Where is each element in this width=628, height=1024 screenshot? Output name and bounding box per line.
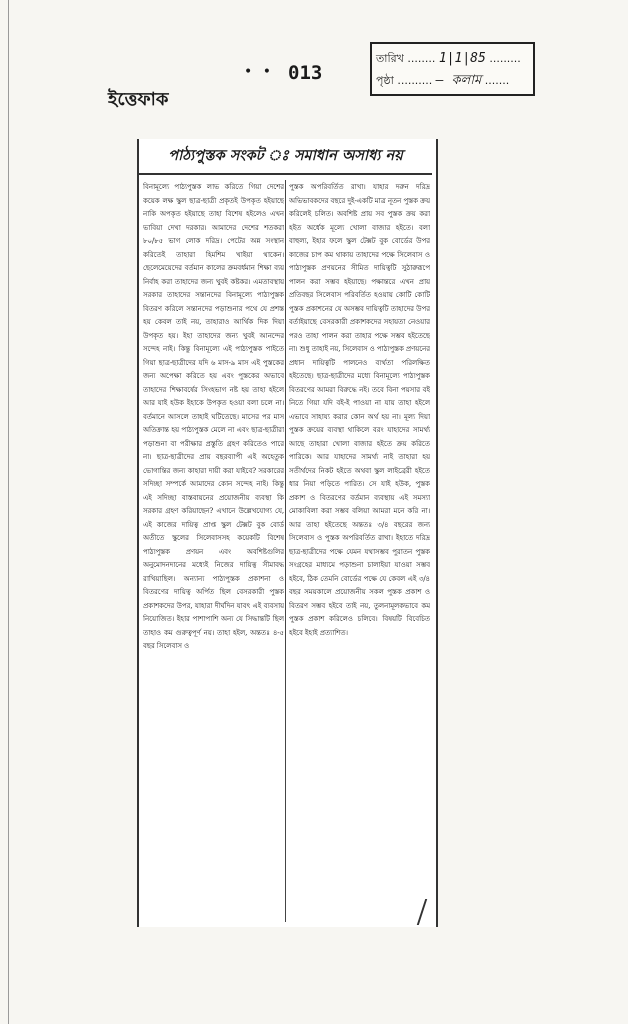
stamp-page-label: পৃষ্ঠা <box>376 74 394 87</box>
scan-dots: • • <box>244 64 274 80</box>
stamp-date-label: তারিখ <box>376 52 404 65</box>
stamp-date-row: তারিখ ........ 1|1|85 ......... <box>376 51 521 66</box>
article-headline: পাঠ্যপুস্তক সংকট ঃ সমাধান অসাধ্য নয় <box>139 139 432 175</box>
newspaper-clipping <box>137 139 438 927</box>
stamp-page-row: পৃষ্ঠা .......... — কলাম ....... <box>376 73 510 88</box>
column-divider <box>285 180 286 922</box>
newspaper-name: ইত্তেফাক <box>108 89 169 110</box>
stamp-page-value: — কলাম <box>435 73 482 88</box>
article-column-left: বিনামূল্যে পাঠ্যপুস্তক লাভ করিতে গিয়া দেশের কয়েক লক্ষ স্কুল ছাত্র-ছাত্রী প্রকৃতই উপকৃত হইয়াছে নাকি অপকৃত হইয়াছে তাহা বিশেষ হইলেও এখন ভাবিয়া দেখা দরকার। আমাদের দেশের শতকরা ৮০/৮৫ ভাগ লোক দরিদ্র। পেটের অন্ন সংস্থান করিতেই তাহারা হিমশিম খাইয়া থাকেন। ছেলেমেয়েদের বর্তমান কালের ক্রমবর্ধমান শিক্ষা ব্যয় নির্বাহ করা তাহাদের জন্য খুবই কষ্টকর। এমতাবস্থায় সরকার তাহাদের সন্তানদের বিনামূল্যে পাঠ্যপুস্তক বিতরণ করিলে সন্তানদের পড়াশুনার পথে যে প্রশস্ত হয় কেবল তাই নয়, তাহারাও আর্থিক দিক দিয়া উপকৃত হয়। ইহা তাহাদের জন্য খুবই আনন্দের সন্দেহ নাই। কিন্তু বিনামূল্যে এই পাঠ্যপুস্তক পাইতে গিয়া ছাত্র-ছাত্রীদের যদি ৬ মাস-৯ মাস এই পুস্তকের জন্য অপেক্ষা করিতে হয় এবং পুস্তকের অভাবে তাহাদের শিক্ষাবর্ষের সিংহভাগ নষ্ট হয় তাহা হইলে আর যাই হউক ইহাকে উপকৃত হওয়া বলা চলে না। বর্তমানে আসলে তাহাই ঘটিতেছে। মাসের পর মাস অতিক্রান্ত হয় পাঠ্যপুস্তক মেলে না এবং ছাত্র-ছাত্রীরা পড়াশুনা বা পরীক্ষার প্রস্তুতি গ্রহণ করিতেও পারে না। ছাত্র-ছাত্রীদের প্রায় বছরব্যাপী এই অহেতুক ভোগান্তির জন্য কাহারা দায়ী করা যাইবে? সরকারের সদিচ্ছা সম্পর্কে আমাদের কোন সন্দেহ নাই। কিন্তু এই সদিচ্ছা বাস্তবায়নের প্রয়োজনীয় ব্যবস্থা কি সরকার গ্রহণ করিয়াছেন? এখানে উল্লেখযোগ্য যে, এই কাজের দায়িত্ব প্রাপ্ত স্কুল টেক্সট বুক বোর্ড অতীতে স্কুলের সিলেবাসসহ কয়েকটি বিশেষ পাঠ্যপুস্তক প্রণয়ন এবং অবশিষ্টগুলির অনুমোদনদানের মধ্যেই নিজের দায়িত্ব সীমাবদ্ধ রাখিয়াছিল। অন্যান্য পাঠ্যপুস্তক প্রকাশনা ও বিতরণের দায়িত্ব অর্পিত ছিল বেসরকারী পুস্তক প্রকাশকদের উপর, যাহারা দীর্ঘদিন যাবৎ এই ব্যবসায় নিয়োজিত। ইহার পাশাপাশি অন্য যে সিদ্ধান্তটি ছিল তাহাও কম গুরুত্বপূর্ণ নয়। তাহা হইল, অন্ততঃ ৪-৫ বছর সিলেবাস ও <box>143 182 284 650</box>
article-column-right: পুস্তক অপরিবর্তিত রাখা। যাহার দরুন দরিদ্র অভিভাবকদের বছরে দুই-একটি মাত্র নূতন পুস্তক ক্রয় করিলেই চলিত। অবশিষ্ট প্রায় সব পুস্তক ক্রয় করা হইত অর্ধেক মূল্যে খোলা বাজার হইতে। বলা বাহুল্য, ইহার ফলে স্কুল টেক্সট বুক বোর্ডের উপর কাজের চাপ কম থাকায় তাহাদের পক্ষে সিলেবাস ও পাঠ্যপুস্তক প্রণয়নের সীমিত দায়িত্বটি সুঠারুরূপে পালন করা সম্ভব হইয়াছে। পক্ষান্তরে এখন প্রায় প্রতিবছর সিলেবাস পরিবর্তিত হওয়ায় কোটি কোটি পুস্তক প্রকাশনের যে অসম্ভব দায়িত্বটি তাহাদের উপর বর্তাইয়াছে বেসরকারী প্রকাশকদের সহায়তা নেওয়ার পরও তাহা পালন করা তাহার পক্ষে সম্ভব হইতেছে না। শুধু তাহাই নয়, সিলেবাস ও পাঠ্যপুস্তক প্রণয়নের প্রধান দায়িত্বটি পালনেও ব্যর্থতা পরিলক্ষিত হইতেছে। ছাত্র-ছাত্রীদের মধ্যে বিনামূল্যে পাঠ্যপুস্তক বিতরণের আমরা বিরুদ্ধে নই। তবে বিনা পয়সার বই নিতে গিয়া যদি বই-ই পাওয়া না যায় তাহা হইলে এভাবে সাহায্য করার কোন অর্থ হয় না। মূল্য দিয়া পুস্তক ক্রয়ের ব্যবস্থা থাকিলে বরং যাহাদের সামর্থ্য আছে তাহারা খোলা বাজার হইতে ক্রয় করিতে পারিকে। আর যাহাদের সামর্থ্য নাই তাহারা হয় সতীর্থদের নিকট হইতে অথবা স্কুল লাইব্রেরী হইতে ধার নিয়া পড়িতে পারিত। সে যাই হউক, পুস্তক প্রকাশ ও বিতরণের বর্তমান ব্যবস্থায় এই সমস্যা মোকাবিলা করা সম্ভব বলিয়া আমরা মনে করি না। আর তাহা হইতেছে অন্ততঃ ৩/৪ বছরের জন্য সিলেবাস ও পুস্তক অপরিবর্তিত রাখা। ইহাতে দরিদ্র ছাত্র-ছাত্রীদের পক্ষে যেমন যথাসম্ভব পুরাতন পুস্তক সংগ্রহের মাধ্যমে পড়াশুনা চালাইয়া যাওয়া সম্ভব হইবে, ঠিক তেমনি বোর্ডের পক্ষে যে কেবল এই ৩/৪ বছর সময়কালে প্রয়োজনীয় সকল পুস্তক প্রকাশ ও বিতরণ সম্ভব হইবে তাই নয়, তুলনামূলকভাবে কম পুস্তক প্রকাশ করিলেও চলিবে। বিষয়টি বিবেচিত হইবে ইহাই প্রত্যাশিত। <box>289 182 430 637</box>
archive-stamp <box>370 42 535 96</box>
page-number: 013 <box>288 62 323 84</box>
page-left-edge <box>8 0 9 1024</box>
stamp-date-value: 1|1|85 <box>438 51 486 66</box>
